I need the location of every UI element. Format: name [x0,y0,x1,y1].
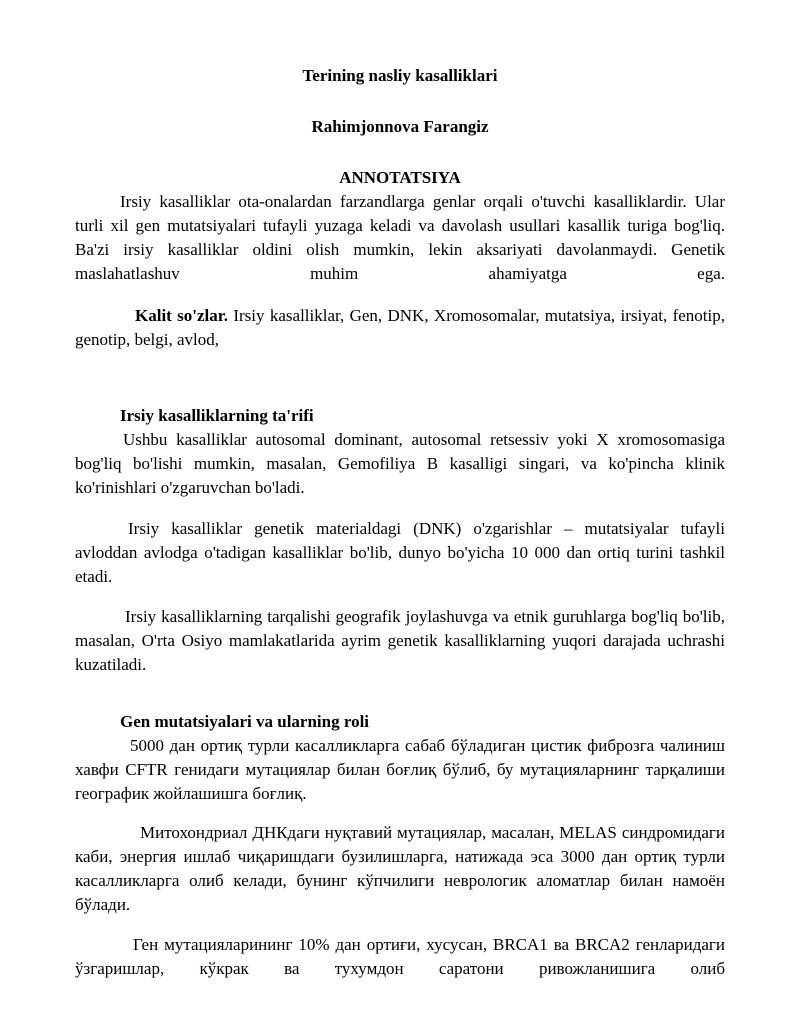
paragraph: Ген мутацияларининг 10% дан ортиғи, хусусан, BRCA1 ва BRCA2 генларидаги ўзгаришлар, кўкрак ва тухумдон саратони ривожланишига олиб [75,935,725,978]
paragraph: Irsiy kasalliklarning tarqalishi geografik joylashuvga va etnik guruhlarga bog'liq bo'lib, masalan, O'rta Osiyo mamlakatlarida ayrim genetik kasalliklarning yuqori darajada uchrashi kuzatiladi. [75,607,725,674]
paragraph: Ushbu kasalliklar autosomal dominant, autosomal retsessiv yoki X xromosomasiga bog'liq bo'lishi mumkin, masalan, Gemofiliya B kasalligi singari, va ko'pincha klinik ko'rinishlari o'zgaruvchan bo'ladi. [75,430,725,497]
author-name: Rahimjonnova Farangiz [311,117,489,136]
annotation-paragraph: Irsiy kasalliklar ota-onalardan farzandlarga genlar orqali o'tuvchi kasalliklardir. Ular turli xil gen mutatsiyalari tufayli yuzaga keladi va davolash usullari kasallik turiga bog'liq. Ba'zi irsiy kasalliklar oldini olish mumkin, lekin aksariyati davolanmaydi. Genetik maslahatlashuv muhim ahamiyatga ega. [75,192,725,283]
keywords-paragraph [75,304,725,352]
paragraph: Irsiy kasalliklar genetik materialdagi (DNK) o'zgarishlar – mutatsiyalar tufayli avloddan avlodga o'tadigan kasalliklar bo'lib, dunyo bo'yicha 10 000 dan ortiq turini tashkil etadi. [75,519,725,586]
paragraph: Митохондриал ДНКдаги нуқтавий мутациялар, масалан, MELAS синдромидаги каби, энергия ишлаб чиқаришдаги бузилишларга, натижада эса 3000 дан ортиқ турли касалликларга олиб келади, бунинг кўпчилиги неврологик аломатлар билан намоён бўлади. [75,823,725,914]
section-heading-definition: Irsiy kasalliklarning ta'rifi [120,406,314,425]
keywords-label: Kalit so'zlar. [135,306,229,325]
keywords-text: Irsiy kasalliklar, Gen, DNK, Xromosomalar, mutatsiya, irsiyat, fenotip, genotip, belgi, avlod, [75,306,725,349]
annotation-heading: ANNOTATSIYA [339,168,461,187]
paragraph: 5000 дан ортиқ турли касалликларга сабаб бўладиган цистик фиброзга чалиниш хавфи CFTR генидаги мутациялар билан боғлиқ бўлиб, бу мутацияларнинг тарқалиши географик жойлашишга боғлиқ. [75,736,725,803]
section-heading-mutations: Gen mutatsiyalari va ularning roli [120,712,370,731]
document-title: Terining nasliy kasalliklari [302,66,498,85]
